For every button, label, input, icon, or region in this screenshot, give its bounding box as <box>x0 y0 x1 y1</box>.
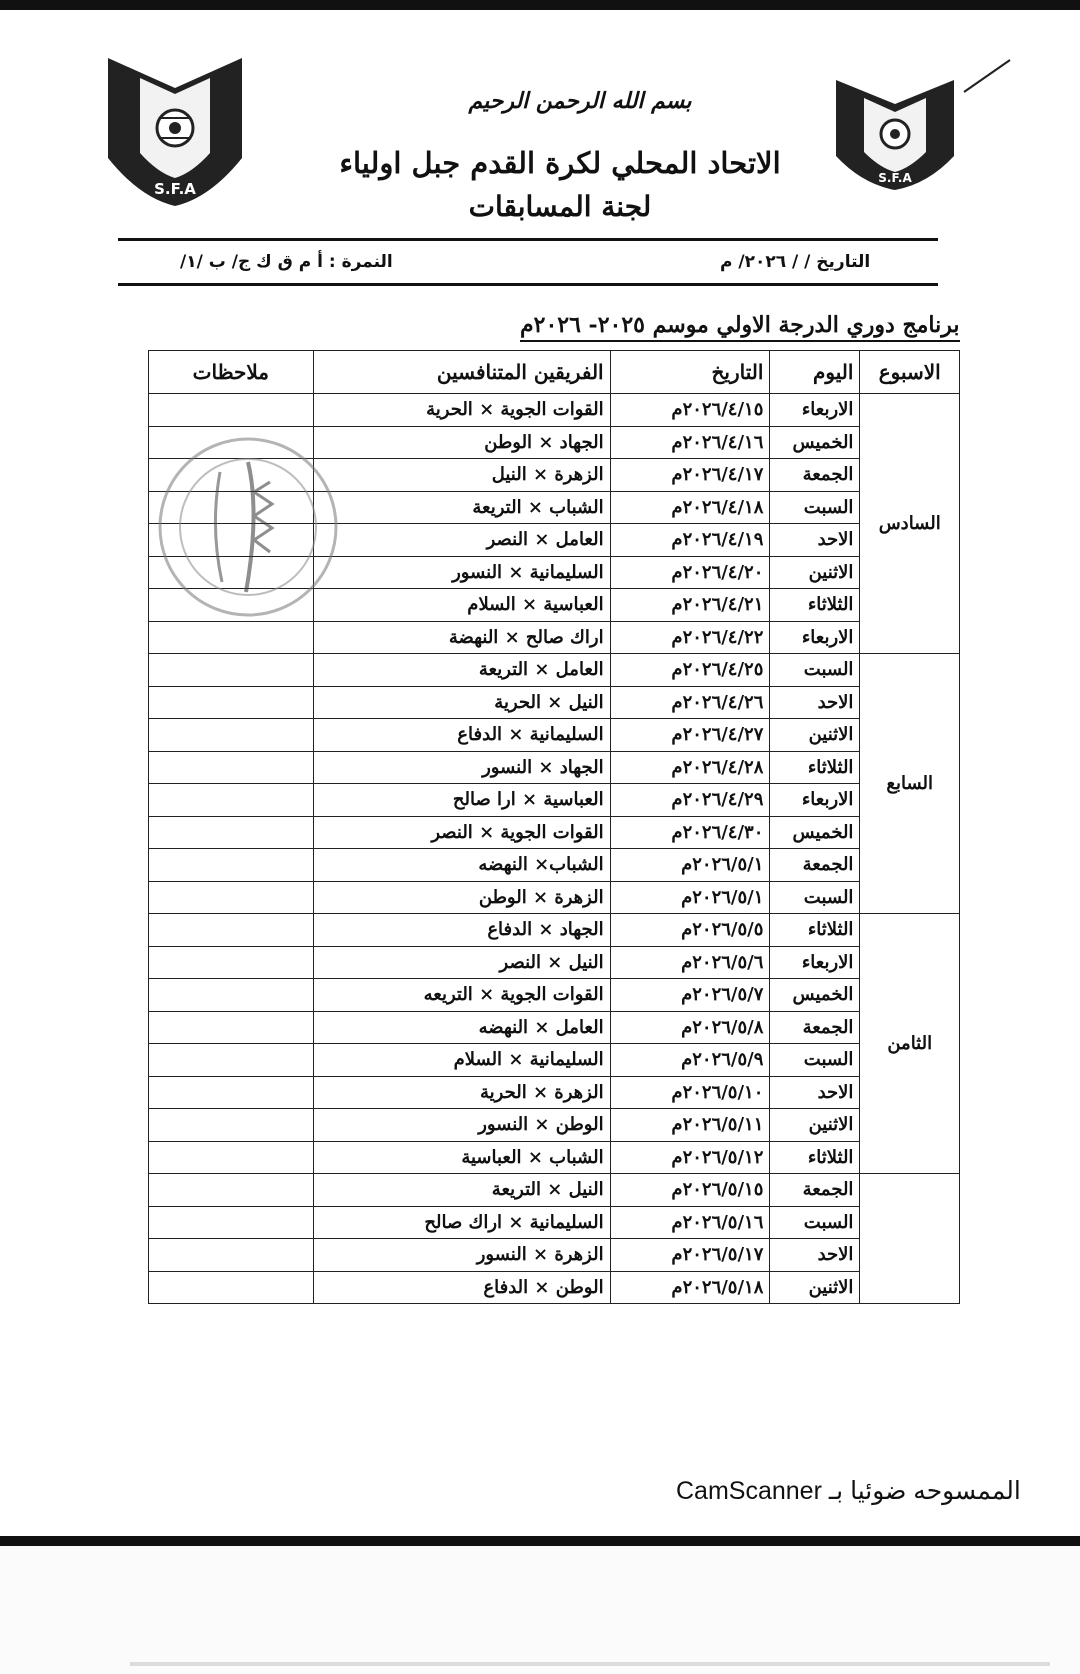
header-rule-top <box>118 238 938 241</box>
notes-cell <box>149 784 314 817</box>
date-cell: ٢٠٢٦/٥/١١م <box>610 1109 770 1142</box>
teams-cell: السليمانية × اراك صالح <box>313 1206 610 1239</box>
table-row <box>149 1206 960 1239</box>
day-cell: الاربعاء <box>770 621 860 654</box>
notes-cell <box>149 654 314 687</box>
date-cell: ٢٠٢٦/٤/٢٦م <box>610 686 770 719</box>
date-cell: ٢٠٢٦/٥/١م <box>610 849 770 882</box>
teams-cell: الوطن × الدفاع <box>313 1271 610 1304</box>
notes-cell <box>149 849 314 882</box>
day-cell: الاربعاء <box>770 946 860 979</box>
day-cell: الاثنين <box>770 556 860 589</box>
date-cell: ٢٠٢٦/٥/١٦م <box>610 1206 770 1239</box>
table-row <box>149 1109 960 1142</box>
day-cell: السبت <box>770 881 860 914</box>
day-cell: الخميس <box>770 816 860 849</box>
teams-cell: اراك صالح × النهضة <box>313 621 610 654</box>
program-title: برنامج دوري الدرجة الاولي موسم ٢٠٢٥- ٢٠٢٦م <box>520 312 960 342</box>
header-rule-bottom <box>118 283 938 286</box>
date-cell: ٢٠٢٦/٥/١٧م <box>610 1239 770 1272</box>
table-row <box>149 979 960 1012</box>
teams-cell: الشباب× النهضه <box>313 849 610 882</box>
table-row <box>149 654 960 687</box>
table-row <box>149 686 960 719</box>
camscanner-watermark: الممسوحه ضوئيا بـ CamScanner <box>676 1477 1021 1505</box>
day-cell: الاحد <box>770 524 860 557</box>
date-cell: ٢٠٢٦/٥/٦م <box>610 946 770 979</box>
col-date: التاريخ <box>610 351 770 394</box>
day-cell: الخميس <box>770 426 860 459</box>
date-cell: ٢٠٢٦/٥/١٥م <box>610 1174 770 1207</box>
table-row <box>149 946 960 979</box>
sfa-logo-left <box>100 48 250 208</box>
teams-cell: العباسية × السلام <box>313 589 610 622</box>
date-cell: ٢٠٢٦/٤/٢٠م <box>610 556 770 589</box>
teams-cell: القوات الجوية × الحرية <box>313 394 610 427</box>
notes-cell <box>149 1109 314 1142</box>
day-cell: الاحد <box>770 686 860 719</box>
notes-cell <box>149 1044 314 1077</box>
date-cell: ٢٠٢٦/٤/٢٧م <box>610 719 770 752</box>
teams-cell: السليمانية × النسور <box>313 556 610 589</box>
table-row <box>149 621 960 654</box>
notes-cell <box>149 751 314 784</box>
table-row <box>149 849 960 882</box>
day-cell: الجمعة <box>770 459 860 492</box>
week-cell: الثامن <box>860 914 960 1174</box>
day-cell: الاحد <box>770 1239 860 1272</box>
scan-top-border <box>0 0 1080 10</box>
date-cell: ٢٠٢٦/٥/٥م <box>610 914 770 947</box>
day-cell: الثلاثاء <box>770 1141 860 1174</box>
day-cell: الثلاثاء <box>770 914 860 947</box>
teams-cell: العباسية × ارا صالح <box>313 784 610 817</box>
table-row <box>149 719 960 752</box>
teams-cell: العامل × التريعة <box>313 654 610 687</box>
table-row <box>149 816 960 849</box>
notes-cell <box>149 1174 314 1207</box>
col-week: الاسبوع <box>860 351 960 394</box>
table-row <box>149 1174 960 1207</box>
teams-cell: الشباب × العباسية <box>313 1141 610 1174</box>
day-cell: السبت <box>770 491 860 524</box>
day-cell: الاثنين <box>770 719 860 752</box>
day-cell: الاحد <box>770 1076 860 1109</box>
teams-cell: الزهرة × الوطن <box>313 881 610 914</box>
logo-text: S.F.A <box>154 180 196 198</box>
teams-cell: العامل × النهضه <box>313 1011 610 1044</box>
table-row <box>149 394 960 427</box>
week-cell: السابع <box>860 654 960 914</box>
date-cell: ٢٠٢٦/٥/٩م <box>610 1044 770 1077</box>
table-row <box>149 1011 960 1044</box>
notes-cell <box>149 394 314 427</box>
committee-name: لجنة المسابقات <box>468 190 652 223</box>
teams-cell: الجهاد × النسور <box>313 751 610 784</box>
notes-cell <box>149 621 314 654</box>
day-cell: السبت <box>770 1044 860 1077</box>
teams-cell: العامل × النصر <box>313 524 610 557</box>
date-cell: ٢٠٢٦/٤/٢٥م <box>610 654 770 687</box>
date-cell: ٢٠٢٦/٥/١٨م <box>610 1271 770 1304</box>
teams-cell: النيل × الحرية <box>313 686 610 719</box>
date-cell: ٢٠٢٦/٤/١٨م <box>610 491 770 524</box>
table-row <box>149 1141 960 1174</box>
reference-number: النمرة : أ م ق ك ج/ ب /١/ <box>180 252 393 272</box>
teams-cell: النيل × النصر <box>313 946 610 979</box>
blank-page-area <box>0 1546 1080 1674</box>
day-cell: السبت <box>770 1206 860 1239</box>
day-cell: الاربعاء <box>770 394 860 427</box>
date-cell: ٢٠٢٦/٤/١٥م <box>610 394 770 427</box>
notes-cell <box>149 946 314 979</box>
day-cell: السبت <box>770 654 860 687</box>
notes-cell <box>149 979 314 1012</box>
date-cell: ٢٠٢٦/٤/٢٢م <box>610 621 770 654</box>
date-cell: ٢٠٢٦/٤/٢٩م <box>610 784 770 817</box>
date-cell: ٢٠٢٦/٤/٢١م <box>610 589 770 622</box>
teams-cell: الزهرة × النيل <box>313 459 610 492</box>
notes-cell <box>149 914 314 947</box>
date-cell: ٢٠٢٦/٤/٣٠م <box>610 816 770 849</box>
day-cell: الاثنين <box>770 1271 860 1304</box>
date-cell: ٢٠٢٦/٥/١٠م <box>610 1076 770 1109</box>
table-header-row <box>149 351 960 394</box>
notes-cell <box>149 719 314 752</box>
faint-bottom-line <box>130 1662 1050 1666</box>
day-cell: الجمعة <box>770 849 860 882</box>
logo-text-right: S.F.A <box>878 171 912 185</box>
teams-cell: النيل × التريعة <box>313 1174 610 1207</box>
teams-cell: الزهرة × الحرية <box>313 1076 610 1109</box>
basmala: بسم الله الرحمن الرحيم <box>468 88 692 114</box>
teams-cell: الشباب × التريعة <box>313 491 610 524</box>
notes-cell <box>149 686 314 719</box>
table-row <box>149 1271 960 1304</box>
teams-cell: الزهرة × النسور <box>313 1239 610 1272</box>
date-line: التاريخ / / ٢٠٢٦/ م <box>720 252 871 272</box>
date-cell: ٢٠٢٦/٥/١٢م <box>610 1141 770 1174</box>
date-cell: ٢٠٢٦/٥/٧م <box>610 979 770 1012</box>
table-row <box>149 881 960 914</box>
day-cell: الجمعة <box>770 1011 860 1044</box>
date-cell: ٢٠٢٦/٤/١٦م <box>610 426 770 459</box>
scan-bottom-border <box>0 1536 1080 1546</box>
date-cell: ٢٠٢٦/٥/١م <box>610 881 770 914</box>
date-cell: ٢٠٢٦/٤/١٩م <box>610 524 770 557</box>
col-day: اليوم <box>770 351 860 394</box>
table-row <box>149 1239 960 1272</box>
date-cell: ٢٠٢٦/٤/١٧م <box>610 459 770 492</box>
notes-cell <box>149 1239 314 1272</box>
teams-cell: الجهاد × الوطن <box>313 426 610 459</box>
col-teams: الفريقين المتنافسين <box>313 351 610 394</box>
table-row <box>149 1044 960 1077</box>
union-name: الاتحاد المحلي لكرة القدم جبل اولياء <box>339 146 781 180</box>
day-cell: الاثنين <box>770 1109 860 1142</box>
table-row <box>149 751 960 784</box>
notes-cell <box>149 1271 314 1304</box>
day-cell: الخميس <box>770 979 860 1012</box>
teams-cell: القوات الجوية × التريعه <box>313 979 610 1012</box>
notes-cell <box>149 816 314 849</box>
notes-cell <box>149 1076 314 1109</box>
teams-cell: السليمانية × السلام <box>313 1044 610 1077</box>
notes-cell <box>149 1011 314 1044</box>
teams-cell: القوات الجوية × النصر <box>313 816 610 849</box>
notes-cell <box>149 1141 314 1174</box>
week-cell: السادس <box>860 394 960 654</box>
date-cell: ٢٠٢٦/٥/٨م <box>610 1011 770 1044</box>
day-cell: الجمعة <box>770 1174 860 1207</box>
notes-cell <box>149 1206 314 1239</box>
col-notes: ملاحظات <box>149 351 314 394</box>
table-row <box>149 914 960 947</box>
table-row <box>149 1076 960 1109</box>
date-cell: ٢٠٢٦/٤/٢٨م <box>610 751 770 784</box>
notes-cell <box>149 881 314 914</box>
table-row <box>149 784 960 817</box>
teams-cell: الوطن × النسور <box>313 1109 610 1142</box>
teams-cell: الجهاد × الدفاع <box>313 914 610 947</box>
day-cell: الثلاثاء <box>770 589 860 622</box>
week-cell <box>860 1174 960 1304</box>
teams-cell: السليمانية × الدفاع <box>313 719 610 752</box>
day-cell: الاربعاء <box>770 784 860 817</box>
day-cell: الثلاثاء <box>770 751 860 784</box>
official-stamp <box>150 432 346 622</box>
